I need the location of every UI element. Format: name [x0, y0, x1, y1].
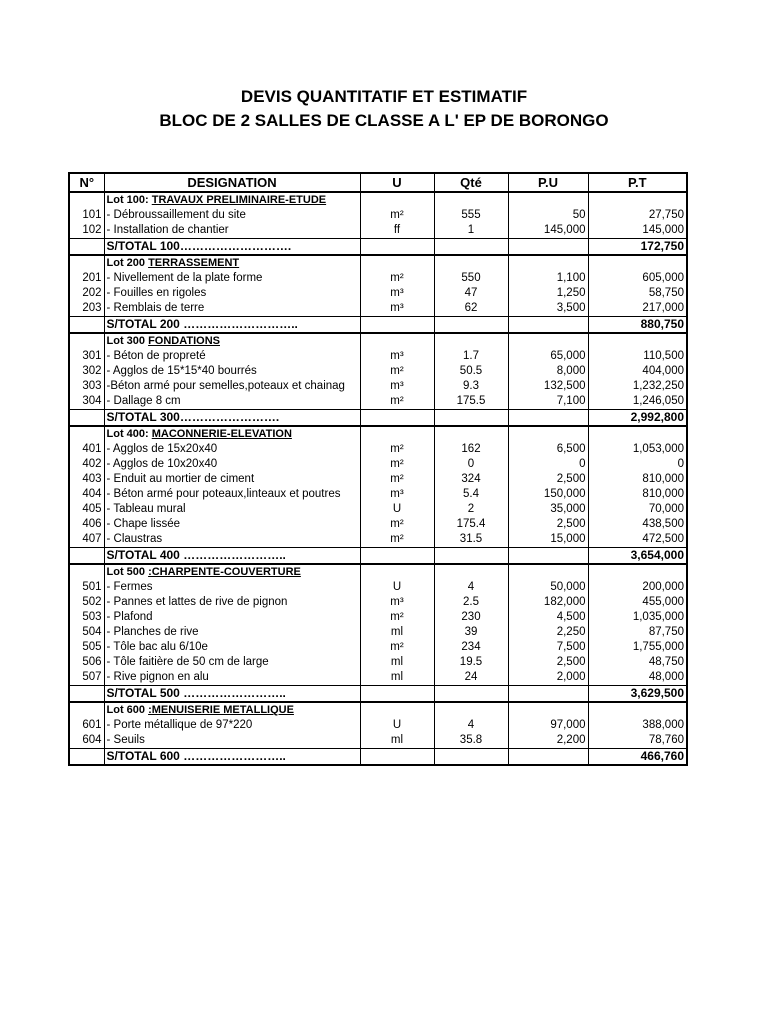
table-row: [69, 457, 687, 472]
item-unit-price: 50,000: [508, 580, 588, 595]
item-designation: -Béton armé pour semelles,poteaux et chainag: [104, 379, 360, 394]
item-number: 503: [69, 610, 104, 625]
empty-cell: [434, 239, 508, 256]
item-unit-price: 8,000: [508, 364, 588, 379]
item-total-price: 48,000: [588, 670, 687, 686]
item-quantity: 2.5: [434, 595, 508, 610]
item-total-price: 810,000: [588, 472, 687, 487]
empty-cell: [360, 702, 434, 718]
item-unit-price: 65,000: [508, 349, 588, 364]
empty-cell: [434, 317, 508, 334]
item-unit-price: 132,500: [508, 379, 588, 394]
item-total-price: 438,500: [588, 517, 687, 532]
item-unit: ml: [360, 733, 434, 749]
table-row: [69, 502, 687, 517]
empty-cell: [588, 192, 687, 208]
item-unit: m²: [360, 517, 434, 532]
lot-name: MACONNERIE-ELEVATION: [151, 428, 292, 440]
item-total-price: 27,750: [588, 208, 687, 223]
item-unit: m³: [360, 349, 434, 364]
item-designation: - Fermes: [104, 580, 360, 595]
item-quantity: 1.7: [434, 349, 508, 364]
item-quantity: 24: [434, 670, 508, 686]
lot-header-row: [69, 426, 687, 442]
item-unit: U: [360, 718, 434, 733]
empty-cell: [588, 564, 687, 580]
item-quantity: 234: [434, 640, 508, 655]
empty-cell: [69, 410, 104, 427]
document-subtitle: BLOC DE 2 SALLES DE CLASSE A L' EP DE BORONGO: [159, 111, 609, 130]
item-designation: - Béton armé pour poteaux,linteaux et poutres: [104, 487, 360, 502]
item-designation: - Enduit au mortier de ciment: [104, 472, 360, 487]
quote-table-body: [69, 192, 687, 765]
lot-header-row: [69, 564, 687, 580]
empty-cell: [360, 239, 434, 256]
item-unit: m³: [360, 595, 434, 610]
item-quantity: 9.3: [434, 379, 508, 394]
lot-num-cell: [69, 333, 104, 349]
item-designation: - Pannes et lattes de rive de pignon: [104, 595, 360, 610]
item-quantity: 0: [434, 457, 508, 472]
item-total-price: 58,750: [588, 286, 687, 301]
lot-name: TERRASSEMENT: [148, 257, 240, 269]
lot-prefix: Lot 300: [106, 335, 149, 347]
item-unit: ml: [360, 655, 434, 670]
item-total-price: 145,000: [588, 223, 687, 239]
item-unit: m²: [360, 208, 434, 223]
item-quantity: 4: [434, 580, 508, 595]
item-designation: - Fouilles en rigoles: [104, 286, 360, 301]
lot-prefix: Lot 600: [106, 704, 149, 716]
empty-cell: [69, 239, 104, 256]
item-total-price: 200,000: [588, 580, 687, 595]
item-quantity: 555: [434, 208, 508, 223]
item-number: 405: [69, 502, 104, 517]
item-total-price: 87,750: [588, 625, 687, 640]
item-number: 502: [69, 595, 104, 610]
item-designation: - Tableau mural: [104, 502, 360, 517]
header-qty: Qté: [434, 173, 508, 192]
item-designation: - Chape lissée: [104, 517, 360, 532]
item-unit: U: [360, 502, 434, 517]
item-designation: - Béton de propreté: [104, 349, 360, 364]
header-num: N°: [69, 173, 104, 192]
item-number: 302: [69, 364, 104, 379]
item-total-price: 388,000: [588, 718, 687, 733]
lot-num-cell: [69, 702, 104, 718]
item-quantity: 550: [434, 271, 508, 286]
item-total-price: 455,000: [588, 595, 687, 610]
item-designation: - Rive pignon en alu: [104, 670, 360, 686]
item-quantity: 35.8: [434, 733, 508, 749]
item-designation: - Débroussaillement du site: [104, 208, 360, 223]
empty-cell: [508, 333, 588, 349]
lot-title: [104, 564, 360, 580]
item-total-price: 78,760: [588, 733, 687, 749]
item-unit-price: 35,000: [508, 502, 588, 517]
item-unit-price: 50: [508, 208, 588, 223]
item-designation: - Plafond: [104, 610, 360, 625]
item-total-price: 472,500: [588, 532, 687, 548]
item-unit: ff: [360, 223, 434, 239]
table-row: [69, 301, 687, 317]
empty-cell: [360, 749, 434, 766]
lot-prefix: Lot 100:: [106, 194, 152, 206]
item-designation: - Remblais de terre: [104, 301, 360, 317]
item-quantity: 175.4: [434, 517, 508, 532]
item-number: 407: [69, 532, 104, 548]
item-unit: m³: [360, 379, 434, 394]
lot-title: [104, 333, 360, 349]
empty-cell: [434, 333, 508, 349]
empty-cell: [588, 702, 687, 718]
item-unit: m³: [360, 301, 434, 317]
item-unit-price: 2,500: [508, 655, 588, 670]
table-row: [69, 595, 687, 610]
empty-cell: [360, 192, 434, 208]
item-total-price: 110,500: [588, 349, 687, 364]
lot-header-row: [69, 192, 687, 208]
table-row: [69, 442, 687, 457]
item-total-price: 404,000: [588, 364, 687, 379]
item-total-price: 70,000: [588, 502, 687, 517]
item-unit-price: 145,000: [508, 223, 588, 239]
table-row: [69, 655, 687, 670]
subtotal-label: S/TOTAL 400 ……………………..: [104, 548, 360, 565]
item-designation: - Tôle faitière de 50 cm de large: [104, 655, 360, 670]
item-unit: m²: [360, 364, 434, 379]
table-row: [69, 733, 687, 749]
item-unit-price: 15,000: [508, 532, 588, 548]
item-quantity: 19.5: [434, 655, 508, 670]
item-unit: m²: [360, 442, 434, 457]
table-row: [69, 625, 687, 640]
item-number: 604: [69, 733, 104, 749]
header-row: [69, 173, 687, 192]
item-quantity: 62: [434, 301, 508, 317]
item-quantity: 230: [434, 610, 508, 625]
empty-cell: [588, 426, 687, 442]
table-row: [69, 286, 687, 301]
table-row: [69, 223, 687, 239]
table-row: [69, 640, 687, 655]
subtotal-row: [69, 686, 687, 703]
item-unit-price: 1,250: [508, 286, 588, 301]
item-total-price: 1,755,000: [588, 640, 687, 655]
item-unit: ml: [360, 670, 434, 686]
empty-cell: [69, 548, 104, 565]
item-total-price: 1,232,250: [588, 379, 687, 394]
table-row: [69, 472, 687, 487]
lot-header-row: [69, 333, 687, 349]
empty-cell: [434, 564, 508, 580]
item-total-price: 810,000: [588, 487, 687, 502]
item-unit: m³: [360, 487, 434, 502]
item-number: 101: [69, 208, 104, 223]
item-designation: - Installation de chantier: [104, 223, 360, 239]
empty-cell: [508, 564, 588, 580]
empty-cell: [508, 426, 588, 442]
lot-header-row: [69, 702, 687, 718]
lot-header-row: [69, 255, 687, 271]
subtotal-value: 172,750: [588, 239, 687, 256]
lot-num-cell: [69, 564, 104, 580]
lot-num-cell: [69, 426, 104, 442]
table-row: [69, 271, 687, 286]
lot-name: :CHARPENTE-COUVERTURE: [148, 566, 301, 578]
empty-cell: [434, 255, 508, 271]
item-quantity: 4: [434, 718, 508, 733]
item-designation: - Porte métallique de 97*220: [104, 718, 360, 733]
item-designation: - Seuils: [104, 733, 360, 749]
item-unit: ml: [360, 625, 434, 640]
item-number: 601: [69, 718, 104, 733]
item-unit: m²: [360, 271, 434, 286]
subtotal-value: 2,992,800: [588, 410, 687, 427]
empty-cell: [588, 255, 687, 271]
empty-cell: [434, 686, 508, 703]
item-quantity: 47: [434, 286, 508, 301]
item-number: 506: [69, 655, 104, 670]
item-unit: m²: [360, 610, 434, 625]
subtotal-row: [69, 317, 687, 334]
item-unit: U: [360, 580, 434, 595]
item-unit-price: 1,100: [508, 271, 588, 286]
item-unit: m²: [360, 457, 434, 472]
item-number: 501: [69, 580, 104, 595]
item-number: 406: [69, 517, 104, 532]
table-row: [69, 349, 687, 364]
item-unit: m²: [360, 640, 434, 655]
item-designation: - Tôle bac alu 6/10e: [104, 640, 360, 655]
empty-cell: [360, 686, 434, 703]
item-number: 303: [69, 379, 104, 394]
header-designation: DESIGNATION: [104, 173, 360, 192]
item-total-price: 217,000: [588, 301, 687, 317]
lot-title: [104, 702, 360, 718]
item-unit-price: 2,500: [508, 517, 588, 532]
lot-prefix: Lot 200: [106, 257, 149, 269]
subtotal-row: [69, 239, 687, 256]
lot-name: FONDATIONS: [148, 335, 220, 347]
item-unit: m²: [360, 532, 434, 548]
item-quantity: 50.5: [434, 364, 508, 379]
item-number: 201: [69, 271, 104, 286]
empty-cell: [508, 686, 588, 703]
item-designation: - Planches de rive: [104, 625, 360, 640]
subtotal-row: [69, 749, 687, 766]
lot-title: [104, 192, 360, 208]
item-quantity: 175.5: [434, 394, 508, 410]
item-unit-price: 3,500: [508, 301, 588, 317]
empty-cell: [434, 702, 508, 718]
table-row: [69, 670, 687, 686]
empty-cell: [588, 333, 687, 349]
empty-cell: [508, 410, 588, 427]
item-total-price: 605,000: [588, 271, 687, 286]
lot-num-cell: [69, 255, 104, 271]
item-number: 507: [69, 670, 104, 686]
item-total-price: 1,053,000: [588, 442, 687, 457]
subtotal-row: [69, 548, 687, 565]
item-unit-price: 97,000: [508, 718, 588, 733]
empty-cell: [360, 564, 434, 580]
subtotal-value: 3,629,500: [588, 686, 687, 703]
table-row: [69, 718, 687, 733]
item-designation: - Agglos de 15*15*40 bourrés: [104, 364, 360, 379]
item-unit-price: 2,250: [508, 625, 588, 640]
document-title: DEVIS QUANTITATIF ET ESTIMATIF: [240, 87, 528, 106]
item-quantity: 1: [434, 223, 508, 239]
item-number: 202: [69, 286, 104, 301]
table-row: [69, 487, 687, 502]
item-quantity: 31.5: [434, 532, 508, 548]
item-unit: m²: [360, 394, 434, 410]
subtotal-row: [69, 410, 687, 427]
item-quantity: 39: [434, 625, 508, 640]
item-quantity: 324: [434, 472, 508, 487]
header-total-price: P.T: [588, 173, 687, 192]
item-unit-price: 182,000: [508, 595, 588, 610]
item-quantity: 162: [434, 442, 508, 457]
item-unit: m³: [360, 286, 434, 301]
subtotal-label: S/TOTAL 500 ……………………..: [104, 686, 360, 703]
item-total-price: 0: [588, 457, 687, 472]
subtotal-value: 466,760: [588, 749, 687, 766]
subtotal-label: S/TOTAL 300…………………….: [104, 410, 360, 427]
table-row: [69, 517, 687, 532]
item-designation: - Nivellement de la plate forme: [104, 271, 360, 286]
item-quantity: 2: [434, 502, 508, 517]
item-unit-price: 2,200: [508, 733, 588, 749]
item-quantity: 5.4: [434, 487, 508, 502]
item-number: 404: [69, 487, 104, 502]
item-unit: m²: [360, 472, 434, 487]
item-unit-price: 150,000: [508, 487, 588, 502]
item-number: 403: [69, 472, 104, 487]
item-designation: - Agglos de 15x20x40: [104, 442, 360, 457]
empty-cell: [360, 333, 434, 349]
empty-cell: [508, 702, 588, 718]
item-unit-price: 4,500: [508, 610, 588, 625]
item-total-price: 1,035,000: [588, 610, 687, 625]
empty-cell: [508, 255, 588, 271]
table-row: [69, 532, 687, 548]
empty-cell: [360, 317, 434, 334]
item-number: 203: [69, 301, 104, 317]
table-row: [69, 208, 687, 223]
empty-cell: [360, 426, 434, 442]
item-unit-price: 2,500: [508, 472, 588, 487]
empty-cell: [69, 317, 104, 334]
lot-prefix: Lot 400:: [106, 428, 152, 440]
empty-cell: [508, 239, 588, 256]
item-unit-price: 6,500: [508, 442, 588, 457]
empty-cell: [360, 548, 434, 565]
empty-cell: [508, 548, 588, 565]
subtotal-value: 3,654,000: [588, 548, 687, 565]
quote-table: [68, 172, 688, 766]
empty-cell: [508, 749, 588, 766]
lot-name: :MENUISERIE METALLIQUE: [148, 704, 294, 716]
lot-num-cell: [69, 192, 104, 208]
empty-cell: [434, 192, 508, 208]
table-row: [69, 580, 687, 595]
item-unit-price: 7,100: [508, 394, 588, 410]
subtotal-value: 880,750: [588, 317, 687, 334]
empty-cell: [508, 192, 588, 208]
item-designation: - Agglos de 10x20x40: [104, 457, 360, 472]
header-unit-price: P.U: [508, 173, 588, 192]
lot-name: TRAVAUX PRELIMINAIRE-ETUDE: [151, 194, 327, 206]
empty-cell: [434, 410, 508, 427]
subtotal-label: S/TOTAL 600 ……………………..: [104, 749, 360, 766]
item-designation: - Dallage 8 cm: [104, 394, 360, 410]
item-number: 505: [69, 640, 104, 655]
table-row: [69, 379, 687, 394]
item-number: 504: [69, 625, 104, 640]
empty-cell: [360, 255, 434, 271]
item-number: 401: [69, 442, 104, 457]
header-unit: U: [360, 173, 434, 192]
item-unit-price: 2,000: [508, 670, 588, 686]
table-row: [69, 610, 687, 625]
empty-cell: [69, 686, 104, 703]
item-number: 102: [69, 223, 104, 239]
subtotal-label: S/TOTAL 200 ………………………..: [104, 317, 360, 334]
item-total-price: 1,246,050: [588, 394, 687, 410]
empty-cell: [69, 749, 104, 766]
subtotal-label: S/TOTAL 100……………………….: [104, 239, 360, 256]
empty-cell: [434, 426, 508, 442]
empty-cell: [360, 410, 434, 427]
empty-cell: [508, 317, 588, 334]
empty-cell: [434, 548, 508, 565]
lot-title: [104, 255, 360, 271]
lot-title: [104, 426, 360, 442]
table-row: [69, 364, 687, 379]
item-number: 402: [69, 457, 104, 472]
table-row: [69, 394, 687, 410]
empty-cell: [434, 749, 508, 766]
item-total-price: 48,750: [588, 655, 687, 670]
item-unit-price: 7,500: [508, 640, 588, 655]
item-designation: - Claustras: [104, 532, 360, 548]
item-number: 301: [69, 349, 104, 364]
lot-prefix: Lot 500: [106, 566, 149, 578]
item-number: 304: [69, 394, 104, 410]
item-unit-price: 0: [508, 457, 588, 472]
